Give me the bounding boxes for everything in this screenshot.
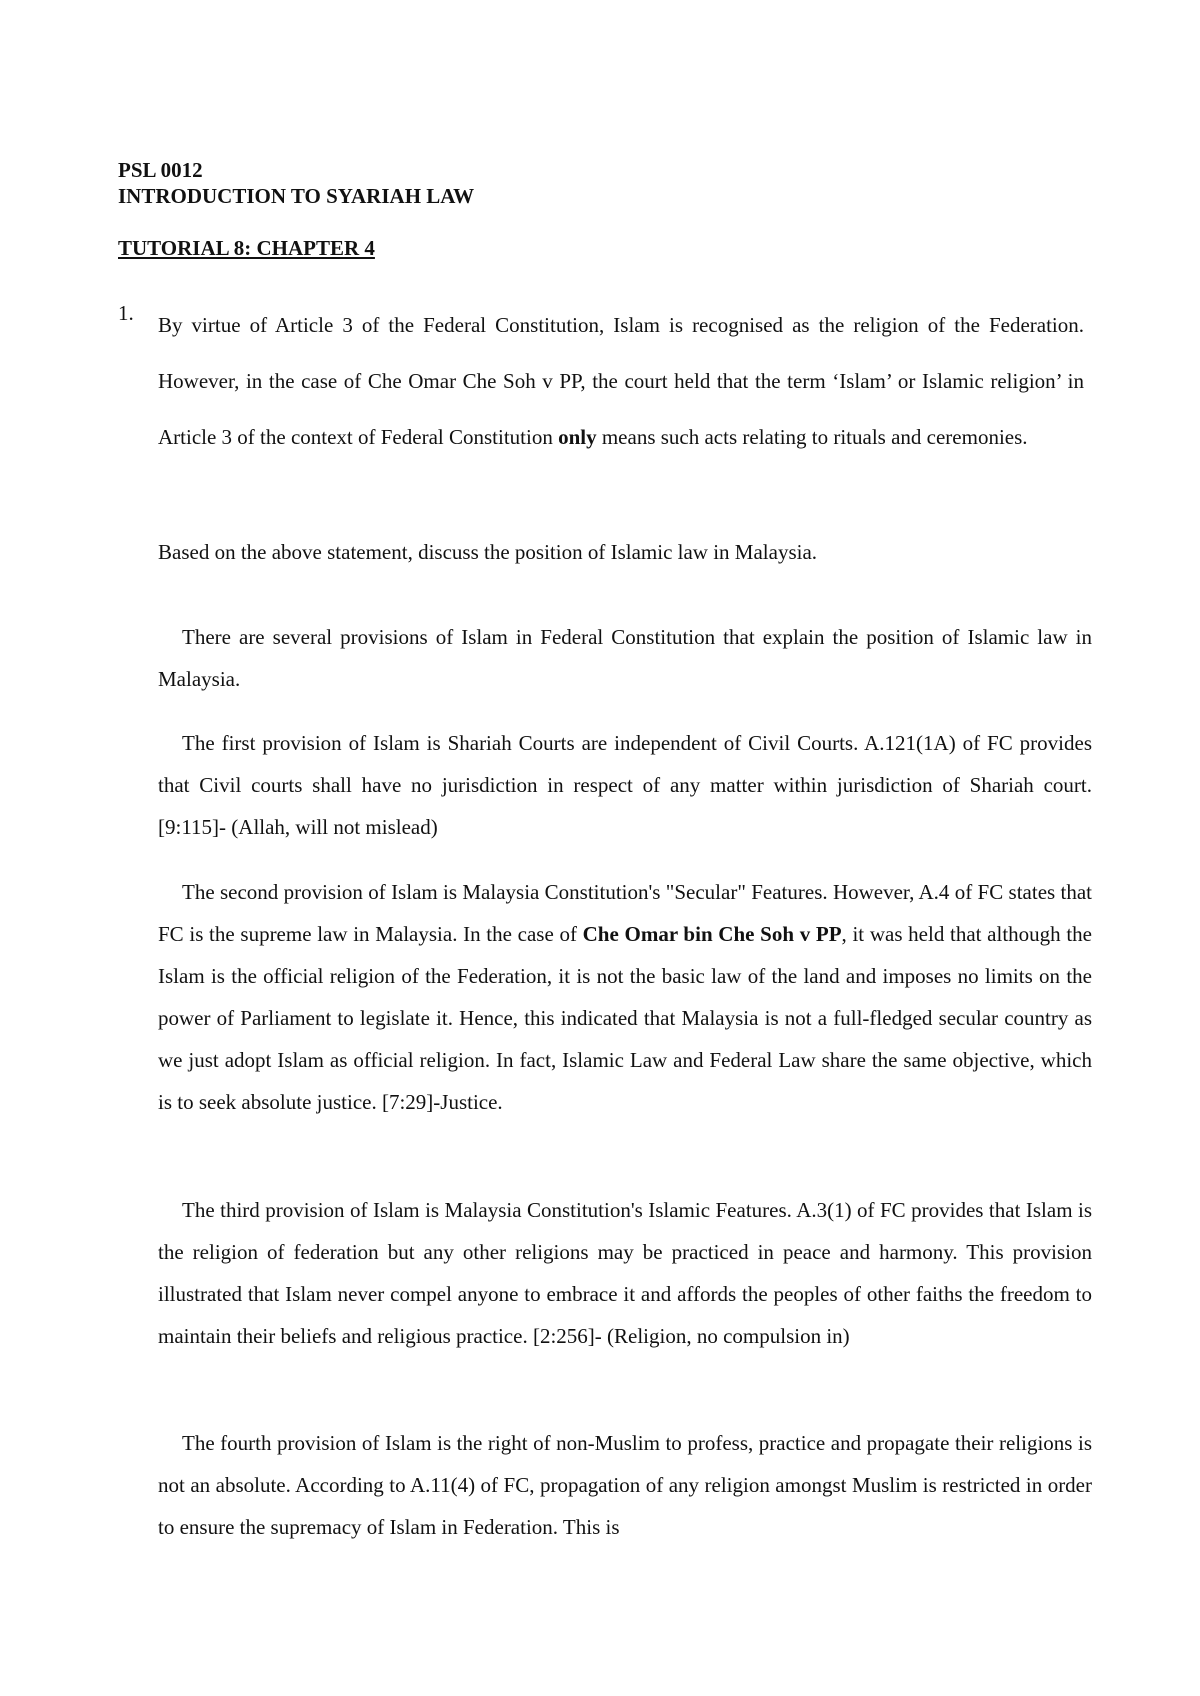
answer-paragraph-intro-text: There are several provisions of Islam in Federal Constitution that explain the position of Islamic law in Malaysia. [158, 625, 1092, 691]
question-text [158, 297, 1084, 465]
answer-paragraph-second-provision [158, 871, 1092, 1123]
answer-paragraph-first-provision [158, 722, 1092, 848]
tutorial-heading: TUTORIAL 8: CHAPTER 4 [118, 236, 375, 260]
answer-paragraph-first-provision-text: The first provision of Islam is Shariah Courts are independent of Civil Courts. A.121(1A) of FC provides that Civil courts shall have no jurisdiction in respect of any matter within jurisdiction of Shariah court. [9:115]- (Allah, will not mislead) [158, 731, 1092, 839]
answer-paragraph-fourth-provision [158, 1422, 1092, 1548]
second-provision-text-part-1: The second provision of Islam is Malaysia Constitution's "Secular" Features. However, A.4 of FC states that FC is the supreme law in Malaysia. In the case of [158, 880, 1092, 946]
answer-paragraph-third-provision-text: The third provision of Islam is Malaysia Constitution's Islamic Features. A.3(1) of FC provides that Islam is the religion of federation but any other religions may be practiced in peace and harmony. This provision illustrated that Islam never compel anyone to embrace it and affords the peoples of other faiths the freedom to maintain their beliefs and religious practice. [2:256]- (Religion, no compulsion in) [158, 1198, 1092, 1348]
question-text-part-2: means such acts relating to rituals and ceremonies. [596, 425, 1028, 449]
course-code: PSL 0012 [118, 158, 203, 182]
answer-paragraph-fourth-provision-text: The fourth provision of Islam is the right of non-Muslim to profess, practice and propagate their religions is not an absolute. According to A.11(4) of FC, propagation of any religion amongst Muslim is restricted in order to ensure the supremacy of Islam in Federation. This is [158, 1431, 1092, 1539]
question-text-part-1: By virtue of Article 3 of the Federal Constitution, Islam is recognised as the religion of the Federation. However, in the case of Che Omar Che Soh v PP, the court held that the term ‘Islam’ or Islamic religion’ in Article 3 of the context of Federal Constitution [158, 313, 1084, 449]
case-name: Che Omar bin Che Soh v PP [582, 922, 842, 946]
question-number: 1. [118, 301, 134, 325]
answer-paragraph-intro [158, 616, 1092, 700]
question-prompt: Based on the above statement, discuss the position of Islamic law in Malaysia. [158, 540, 818, 564]
course-title: INTRODUCTION TO SYARIAH LAW [118, 184, 475, 208]
second-provision-text-part-2: , it was held that although the Islam is the official religion of the Federation, it is not the basic law of the land and imposes no limits on the power of Parliament to legislate it. Hence, this indicated that Malaysia is not a full-fledged secular country as we just adopt Islam as official religion. In fact, Islamic Law and Federal Law share the same objective, which is to seek absolute justice. [7:29]-Justice. [158, 922, 1092, 1114]
answer-paragraph-third-provision [158, 1189, 1092, 1357]
question-bold-word: only [558, 425, 597, 449]
